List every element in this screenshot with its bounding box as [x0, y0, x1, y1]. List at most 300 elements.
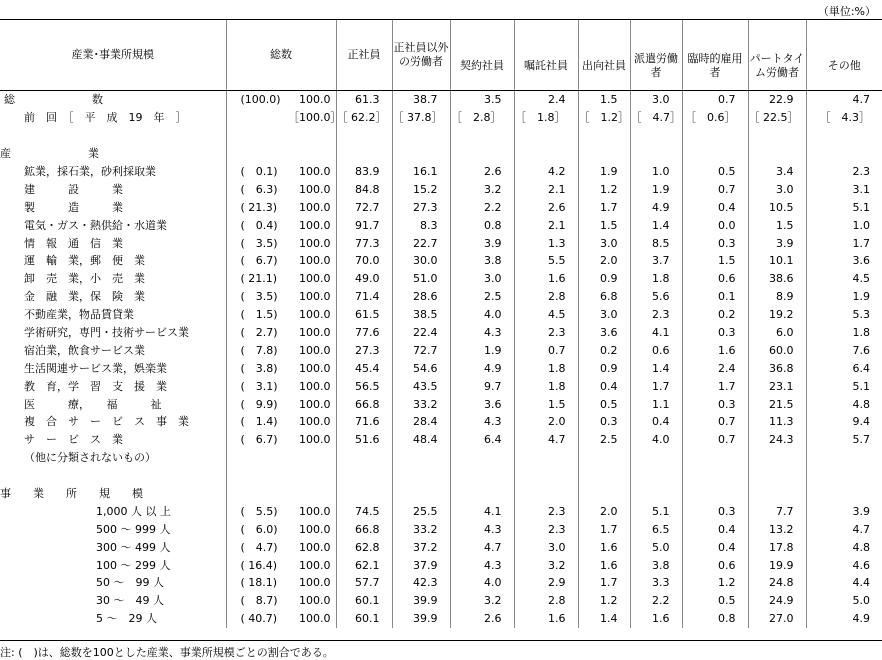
row-label: 医 療， 福 祉	[24, 397, 162, 411]
value-cell: 74.5	[336, 502, 392, 520]
row-label: 総 数	[4, 93, 103, 107]
value-cell: 4.0	[450, 574, 514, 592]
industry-note-row	[0, 449, 882, 467]
empty-cell	[288, 449, 336, 467]
value-cell: ［ 1.8］	[514, 109, 578, 127]
value-cell: 1.0	[806, 216, 882, 234]
row-label: 500 ～ 999 人	[96, 522, 171, 536]
value-cell: 0.3	[578, 413, 630, 431]
value-cell: 7.6	[806, 341, 882, 359]
value-cell: 1.6	[578, 556, 630, 574]
industry-row	[0, 431, 882, 449]
value-cell: 4.7	[806, 91, 882, 109]
employment-table	[0, 19, 882, 628]
row-label: 5 ～ 29 人	[96, 612, 157, 626]
empty-cell	[226, 467, 288, 485]
empty-cell	[514, 145, 578, 163]
row-label: 運 輸 業，郵 便 業	[24, 254, 145, 268]
empty-cell	[226, 449, 288, 467]
value-cell: 19.9	[748, 556, 806, 574]
value-cell: 22.9	[748, 91, 806, 109]
value-cell: 61.3	[336, 91, 392, 109]
value-cell: 66.8	[336, 395, 392, 413]
value-cell: 23.1	[748, 377, 806, 395]
value-cell: ［ 1.2］	[578, 109, 630, 127]
value-cell: 4.8	[806, 395, 882, 413]
value-cell: 1.3	[514, 234, 578, 252]
value-cell: 2.3	[630, 306, 682, 324]
total-cell: 100.0	[299, 558, 331, 572]
header-label: 産業･事業所規模	[0, 20, 226, 91]
total-cell: 100.0	[299, 254, 331, 268]
empty-cell	[578, 145, 630, 163]
size-row	[0, 502, 882, 520]
value-cell: 30.0	[392, 252, 450, 270]
value-cell: 1.5	[682, 252, 748, 270]
value-cell: 2.8	[514, 592, 578, 610]
value-cell: 1.4	[578, 610, 630, 628]
share-cell: ( 8.7)	[226, 592, 288, 610]
section-title: 事 業 所 規 模	[0, 487, 143, 501]
value-cell: 2.3	[806, 163, 882, 181]
value-cell: 13.2	[748, 520, 806, 538]
value-cell: 3.0	[748, 180, 806, 198]
empty-cell	[578, 485, 630, 503]
value-cell: 1.8	[514, 377, 578, 395]
empty-cell	[450, 127, 514, 145]
value-cell: 0.3	[682, 395, 748, 413]
value-cell: 6.5	[630, 520, 682, 538]
section-title: 産 業	[0, 147, 99, 161]
empty-cell	[226, 145, 288, 163]
value-cell: 56.5	[336, 377, 392, 395]
value-cell: 33.2	[392, 520, 450, 538]
value-cell: 3.1	[806, 180, 882, 198]
empty-cell	[450, 145, 514, 163]
share-cell: ( 3.5)	[226, 234, 288, 252]
value-cell: 0.7	[682, 413, 748, 431]
unit-label: （単位:%）	[817, 5, 876, 18]
empty-cell	[288, 127, 336, 145]
value-cell: 4.6	[806, 556, 882, 574]
row-label: 建 設 業	[24, 182, 123, 196]
value-cell: 37.2	[392, 538, 450, 556]
empty-cell	[392, 485, 450, 503]
empty-cell	[0, 127, 226, 145]
empty-cell	[630, 467, 682, 485]
size-title-row	[0, 485, 882, 503]
value-cell: 3.7	[630, 252, 682, 270]
size-row	[0, 520, 882, 538]
share-cell: ( 1.5)	[226, 306, 288, 324]
empty-cell	[806, 127, 882, 145]
value-cell: 3.0	[578, 306, 630, 324]
row-label: 生活関連サービス業，娯楽業	[24, 361, 167, 375]
value-cell: 1.7	[578, 520, 630, 538]
row-label: 電気・ガス・熱供給・水道業	[24, 218, 167, 232]
value-cell: 25.5	[392, 502, 450, 520]
empty-cell	[514, 449, 578, 467]
value-cell: 4.7	[514, 431, 578, 449]
industry-row	[0, 252, 882, 270]
value-cell: ［ 37.8］	[392, 109, 450, 127]
value-cell: 4.5	[806, 270, 882, 288]
share-cell: ( 16.4)	[226, 556, 288, 574]
value-cell: 3.3	[630, 574, 682, 592]
share-cell: ( 6.7)	[226, 431, 288, 449]
value-cell: 5.0	[630, 538, 682, 556]
total-cell: 100.0	[299, 361, 331, 375]
value-cell: 8.3	[392, 216, 450, 234]
value-cell: 0.4	[630, 413, 682, 431]
total-cell: 100.0	[299, 415, 331, 429]
total-cell: 100.0	[299, 165, 331, 178]
value-cell: 43.5	[392, 377, 450, 395]
value-cell: 3.0	[514, 538, 578, 556]
empty-cell	[806, 145, 882, 163]
value-cell: ［ 62.2］	[336, 109, 392, 127]
total-cell: 100.0	[299, 504, 331, 518]
value-cell: 72.7	[392, 341, 450, 359]
value-cell: 51.0	[392, 270, 450, 288]
size-row	[0, 556, 882, 574]
value-cell: 5.1	[806, 198, 882, 216]
value-cell: 4.1	[630, 324, 682, 342]
empty-cell	[682, 449, 748, 467]
value-cell: 2.9	[514, 574, 578, 592]
share-cell: ( 6.3)	[226, 180, 288, 198]
value-cell: 3.5	[450, 91, 514, 109]
value-cell: 3.6	[806, 252, 882, 270]
value-cell: 0.6	[630, 341, 682, 359]
value-cell: 0.9	[578, 270, 630, 288]
row-label: 鉱業，採石業，砂利採取業	[24, 165, 156, 178]
value-cell: 1.6	[514, 270, 578, 288]
value-cell: 4.3	[450, 413, 514, 431]
value-cell: 1.8	[630, 270, 682, 288]
value-cell: 38.7	[392, 91, 450, 109]
value-cell: 2.3	[514, 502, 578, 520]
empty-cell	[806, 485, 882, 503]
value-cell: 71.4	[336, 288, 392, 306]
value-cell: 6.8	[578, 288, 630, 306]
industry-row	[0, 324, 882, 342]
value-cell: 24.3	[748, 431, 806, 449]
share-cell: ( 1.4)	[226, 413, 288, 431]
share-cell: ( 21.3)	[226, 198, 288, 216]
industry-row	[0, 288, 882, 306]
value-cell: 3.6	[450, 395, 514, 413]
total-cell: 100.0	[299, 576, 331, 590]
value-cell: 91.7	[336, 216, 392, 234]
value-cell: 2.1	[514, 216, 578, 234]
industry-title-row	[0, 145, 882, 163]
section-title: （他に分類されないもの）	[24, 451, 156, 465]
size-row	[0, 538, 882, 556]
share-cell: ( 2.7)	[226, 324, 288, 342]
value-cell: 2.0	[578, 502, 630, 520]
value-cell: ［ 4.3］	[806, 109, 882, 127]
share-cell: ( 9.9)	[226, 395, 288, 413]
value-cell: 17.8	[748, 538, 806, 556]
row-label: 卸 売 業，小 売 業	[24, 272, 145, 286]
value-cell: 7.7	[748, 502, 806, 520]
value-cell: 15.2	[392, 180, 450, 198]
value-cell: 28.6	[392, 288, 450, 306]
previous-row	[0, 109, 882, 127]
value-cell: 60.0	[748, 341, 806, 359]
total-cell: 100.0	[299, 93, 331, 107]
value-cell: 38.5	[392, 306, 450, 324]
value-cell: 0.4	[682, 520, 748, 538]
value-cell: 45.4	[336, 359, 392, 377]
value-cell: 1.7	[578, 574, 630, 592]
value-cell: 2.8	[514, 288, 578, 306]
value-cell: 0.7	[682, 91, 748, 109]
total-cell: 100.0	[299, 236, 331, 250]
empty-cell	[748, 467, 806, 485]
value-cell: 39.9	[392, 610, 450, 628]
value-cell: 3.9	[748, 234, 806, 252]
row-label: 300 ～ 499 人	[96, 540, 171, 554]
empty-cell	[748, 127, 806, 145]
empty-cell	[630, 145, 682, 163]
value-cell: 8.5	[630, 234, 682, 252]
empty-cell	[748, 485, 806, 503]
empty-cell	[630, 127, 682, 145]
header-other: その他	[806, 20, 882, 91]
value-cell: 2.2	[630, 592, 682, 610]
empty-cell	[450, 449, 514, 467]
value-cell: 0.2	[682, 306, 748, 324]
empty-cell	[226, 485, 288, 503]
share-cell	[226, 109, 288, 127]
value-cell: 3.6	[578, 324, 630, 342]
value-cell: 37.9	[392, 556, 450, 574]
value-cell: 84.8	[336, 180, 392, 198]
value-cell: 61.5	[336, 306, 392, 324]
row-label: 宿泊業，飲食サービス業	[24, 343, 145, 357]
value-cell: 62.8	[336, 538, 392, 556]
row-label: 学術研究，専門・技術サービス業	[24, 326, 189, 340]
value-cell: 0.7	[682, 431, 748, 449]
value-cell: 1.2	[578, 592, 630, 610]
value-cell: 27.3	[336, 341, 392, 359]
total-cell: 100.0	[299, 594, 331, 608]
value-cell: ［ 4.7］	[630, 109, 682, 127]
value-cell: 0.7	[514, 341, 578, 359]
value-cell: 0.4	[578, 377, 630, 395]
value-cell: 1.4	[630, 359, 682, 377]
industry-row	[0, 377, 882, 395]
value-cell: 24.8	[748, 574, 806, 592]
value-cell: 19.2	[748, 306, 806, 324]
header-total: 総数	[226, 20, 336, 91]
empty-cell	[630, 485, 682, 503]
value-cell: 1.0	[630, 163, 682, 181]
industry-row	[0, 198, 882, 216]
value-cell: 2.0	[514, 413, 578, 431]
value-cell: 6.4	[806, 359, 882, 377]
value-cell: 3.4	[748, 163, 806, 181]
industry-row	[0, 306, 882, 324]
value-cell: 28.4	[392, 413, 450, 431]
total-cell: 100.0	[299, 218, 331, 232]
value-cell: 0.0	[682, 216, 748, 234]
empty-cell	[288, 467, 336, 485]
empty-cell	[392, 145, 450, 163]
share-cell: ( 40.7)	[226, 610, 288, 628]
row-label: 教 育，学 習 支 援 業	[24, 379, 167, 393]
value-cell: 3.2	[450, 180, 514, 198]
row-label: 前 回 ［ 平 成 19 年 ］	[24, 111, 187, 125]
value-cell: 11.3	[748, 413, 806, 431]
value-cell: 1.4	[630, 216, 682, 234]
empty-cell	[288, 485, 336, 503]
value-cell: 1.7	[630, 377, 682, 395]
empty-cell	[748, 449, 806, 467]
value-cell: 3.8	[450, 252, 514, 270]
value-cell: ［ 22.5］	[748, 109, 806, 127]
value-cell: 3.8	[630, 556, 682, 574]
value-cell: ［ 2.8］	[450, 109, 514, 127]
value-cell: 2.5	[450, 288, 514, 306]
value-cell: 8.9	[748, 288, 806, 306]
empty-cell	[806, 449, 882, 467]
value-cell: 4.9	[630, 198, 682, 216]
share-cell: ( 3.1)	[226, 377, 288, 395]
value-cell: 0.5	[578, 395, 630, 413]
value-cell: 4.1	[450, 502, 514, 520]
empty-cell	[450, 467, 514, 485]
value-cell: 1.6	[578, 538, 630, 556]
value-cell: 3.2	[514, 556, 578, 574]
value-cell: 2.4	[682, 359, 748, 377]
empty-cell	[578, 449, 630, 467]
value-cell: 39.9	[392, 592, 450, 610]
value-cell: 4.0	[450, 306, 514, 324]
value-cell: 5.1	[630, 502, 682, 520]
value-cell: 4.0	[630, 431, 682, 449]
value-cell: 36.8	[748, 359, 806, 377]
share-cell: ( 5.5)	[226, 502, 288, 520]
value-cell: 4.4	[806, 574, 882, 592]
row-label: サ ー ビ ス 業	[24, 433, 123, 447]
value-cell: 48.4	[392, 431, 450, 449]
industry-row	[0, 341, 882, 359]
row-label: 100 ～ 299 人	[96, 558, 171, 572]
total-cell: 100.0	[299, 612, 331, 626]
empty-cell	[514, 485, 578, 503]
value-cell: 4.8	[806, 538, 882, 556]
value-cell: 57.7	[336, 574, 392, 592]
share-cell: (100.0)	[226, 91, 288, 109]
value-cell: 3.0	[630, 91, 682, 109]
value-cell: 1.8	[806, 324, 882, 342]
value-cell: 22.4	[392, 324, 450, 342]
industry-row	[0, 413, 882, 431]
industry-row	[0, 395, 882, 413]
empty-cell	[806, 467, 882, 485]
share-cell: ( 6.7)	[226, 252, 288, 270]
empty-cell	[578, 127, 630, 145]
value-cell: 1.5	[748, 216, 806, 234]
value-cell: 9.7	[450, 377, 514, 395]
value-cell: 60.1	[336, 610, 392, 628]
value-cell: 5.3	[806, 306, 882, 324]
value-cell: 2.4	[514, 91, 578, 109]
value-cell: 4.3	[450, 556, 514, 574]
value-cell: 0.4	[682, 538, 748, 556]
value-cell: 1.7	[682, 377, 748, 395]
value-cell: 1.5	[578, 216, 630, 234]
empty-cell	[336, 449, 392, 467]
empty-cell	[336, 485, 392, 503]
industry-row	[0, 359, 882, 377]
value-cell: 27.0	[748, 610, 806, 628]
value-cell: 5.1	[806, 377, 882, 395]
industry-row	[0, 163, 882, 181]
value-cell: 1.9	[578, 163, 630, 181]
share-cell: ( 7.8)	[226, 341, 288, 359]
total-cell: 100.0	[299, 379, 331, 393]
empty-cell	[336, 127, 392, 145]
total-cell: 100.0	[299, 326, 331, 340]
value-cell: 42.3	[392, 574, 450, 592]
empty-cell	[630, 449, 682, 467]
value-cell: 2.1	[514, 180, 578, 198]
value-cell: 4.7	[806, 520, 882, 538]
empty-cell	[682, 467, 748, 485]
value-cell: 66.8	[336, 520, 392, 538]
total-cell: 100.0	[299, 272, 331, 286]
value-cell: 1.9	[806, 288, 882, 306]
value-cell: 10.1	[748, 252, 806, 270]
empty-cell	[450, 485, 514, 503]
value-cell: 5.0	[806, 592, 882, 610]
value-cell: 1.8	[514, 359, 578, 377]
value-cell: 9.4	[806, 413, 882, 431]
value-cell: 27.3	[392, 198, 450, 216]
size-row	[0, 610, 882, 628]
value-cell: 72.7	[336, 198, 392, 216]
header-non-regular: 正社員以外の労働者	[392, 20, 450, 91]
header-dispatch: 派遣労働者	[630, 20, 682, 91]
value-cell: 2.6	[450, 610, 514, 628]
value-cell: 6.4	[450, 431, 514, 449]
value-cell: 77.3	[336, 234, 392, 252]
empty-cell	[392, 467, 450, 485]
value-cell: 0.3	[682, 502, 748, 520]
empty-cell	[0, 467, 226, 485]
empty-cell	[336, 467, 392, 485]
value-cell: 3.9	[806, 502, 882, 520]
share-cell: ( 4.7)	[226, 538, 288, 556]
share-cell: ( 0.4)	[226, 216, 288, 234]
empty-cell	[578, 467, 630, 485]
value-cell: 60.1	[336, 592, 392, 610]
value-cell: 0.6	[682, 556, 748, 574]
value-cell: 21.5	[748, 395, 806, 413]
value-cell: 1.9	[450, 341, 514, 359]
empty-cell	[336, 145, 392, 163]
value-cell: 4.3	[450, 520, 514, 538]
industry-row	[0, 270, 882, 288]
value-cell: 3.0	[578, 234, 630, 252]
value-cell: 3.0	[450, 270, 514, 288]
value-cell: 1.7	[578, 198, 630, 216]
value-cell: 1.5	[578, 91, 630, 109]
